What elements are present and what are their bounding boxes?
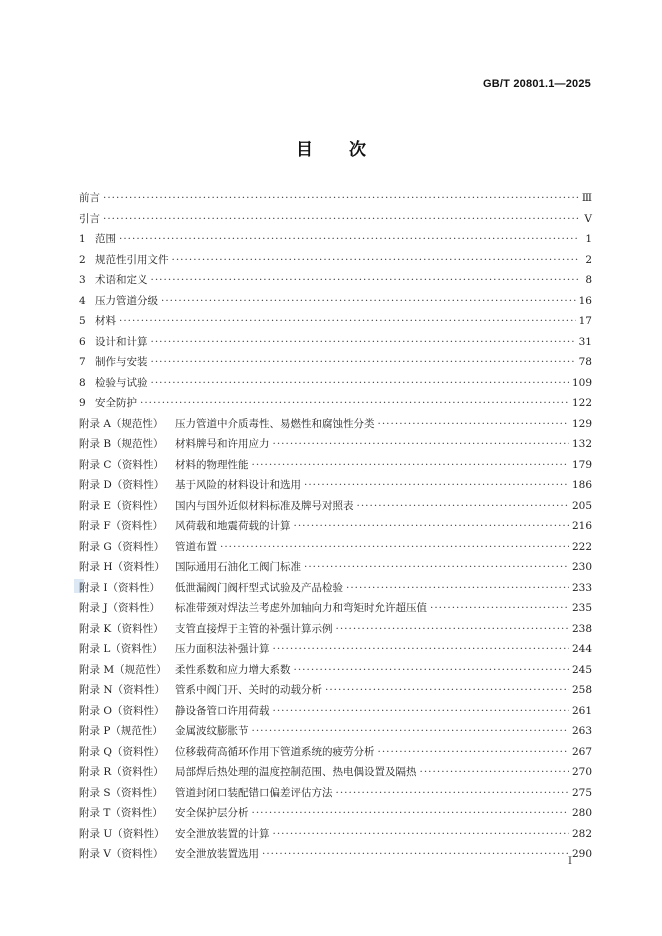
toc-entry-title: 风荷载和地震荷载的计算 — [175, 520, 291, 532]
toc-leader-dots — [273, 701, 569, 722]
toc-section-number: 9 — [79, 397, 86, 409]
toc-entry-title: 术语和定义 — [95, 274, 148, 286]
toc-entry[interactable] — [79, 557, 592, 578]
toc-entry[interactable] — [79, 619, 592, 640]
toc-entry[interactable] — [79, 639, 592, 660]
toc-leader-dots — [336, 619, 569, 640]
toc-entry-label — [79, 455, 249, 476]
toc-entry-label — [79, 619, 333, 640]
toc-entry-label — [79, 803, 249, 824]
toc-leader-dots — [119, 311, 576, 332]
toc-annex-label: 附录 K（资料性） — [79, 622, 164, 635]
toc-leader-dots — [378, 742, 569, 763]
toc-entry-label — [79, 434, 270, 455]
toc-entry[interactable] — [79, 250, 592, 271]
toc-leader-dots — [151, 270, 580, 291]
toc-page-number: Ⅴ — [584, 212, 592, 225]
toc-annex-label: 附录 U（资料性） — [79, 827, 165, 840]
toc-annex-label: 附录 B（规范性） — [79, 438, 164, 450]
toc-page-number: 205 — [571, 499, 592, 512]
toc-page-number: 244 — [571, 643, 592, 655]
toc-section-number: 4 — [79, 294, 86, 307]
toc-entry[interactable] — [79, 496, 592, 517]
toc-annex-label: 附录 E（资料性） — [79, 499, 164, 512]
toc-entry-label — [79, 250, 169, 271]
toc-annex-label: 附录 G（资料性） — [79, 540, 165, 553]
toc-leader-dots — [325, 680, 569, 701]
toc-entry-title: 金属波纹膨胀节 — [175, 725, 249, 737]
table-of-contents — [79, 188, 592, 865]
toc-section-number: 5 — [79, 315, 86, 327]
toc-section-number: 3 — [79, 274, 86, 286]
toc-entry-title: 标准带颈对焊法兰考虑外加轴向力和弯矩时允许超压值 — [175, 602, 427, 614]
toc-entry-title: 安全保护层分析 — [175, 807, 249, 819]
toc-page-number: 1 — [585, 233, 592, 245]
toc-page-number: 233 — [571, 581, 592, 594]
toc-page-number: 290 — [571, 848, 592, 860]
toc-entry[interactable] — [79, 311, 592, 332]
toc-entry-title: 压力管道分级 — [95, 294, 158, 307]
toc-entry[interactable] — [79, 475, 592, 496]
toc-entry[interactable] — [79, 229, 592, 250]
toc-leader-dots — [252, 455, 569, 476]
toc-entry-title: 管道布置 — [175, 540, 217, 553]
toc-leader-dots — [252, 803, 569, 824]
toc-entry-label — [79, 352, 148, 373]
toc-annex-label: 附录 D（资料性） — [79, 479, 165, 491]
toc-page-number: 270 — [571, 766, 592, 778]
toc-leader-dots — [151, 352, 576, 373]
toc-leader-dots — [252, 721, 569, 742]
toc-page-number: 275 — [571, 786, 592, 799]
toc-entry-label — [79, 332, 148, 353]
toc-annex-label: 附录 S（资料性） — [79, 786, 164, 799]
toc-annex-label: 附录 R（资料性） — [79, 766, 164, 778]
title-char-2: 次 — [349, 140, 366, 160]
toc-page-number: 186 — [571, 479, 592, 491]
toc-leader-dots — [357, 496, 569, 517]
toc-entry[interactable] — [79, 516, 592, 537]
toc-entry-label — [79, 721, 249, 742]
toc-entry[interactable] — [79, 291, 592, 312]
toc-section-number: 1 — [79, 233, 86, 245]
toc-leader-dots — [420, 762, 569, 783]
toc-entry-label — [79, 783, 333, 804]
toc-page-number: 31 — [578, 335, 592, 348]
toc-entry-title: 前言 — [79, 192, 100, 204]
toc-entry[interactable] — [79, 455, 592, 476]
toc-entry-title: 静设备管口许用荷载 — [175, 704, 270, 717]
toc-entry-title: 范围 — [95, 233, 116, 245]
toc-entry-label — [79, 824, 270, 845]
toc-entry-label — [79, 516, 291, 537]
toc-entry[interactable] — [79, 742, 592, 763]
toc-entry[interactable] — [79, 414, 592, 435]
toc-entry-title: 材料牌号和许用应力 — [175, 438, 270, 450]
toc-page-number: 122 — [571, 397, 592, 409]
toc-leader-dots — [262, 844, 569, 865]
toc-leader-dots — [220, 537, 569, 558]
page-number: Ⅰ — [568, 856, 572, 867]
toc-entry-label — [79, 701, 270, 722]
toc-entry[interactable] — [79, 188, 592, 209]
toc-entry-title: 安全泄放装置的计算 — [175, 827, 270, 840]
toc-section-number: 6 — [79, 335, 86, 348]
toc-leader-dots — [151, 332, 576, 353]
toc-entry[interactable] — [79, 762, 592, 783]
toc-annex-label: 附录 F（资料性） — [79, 520, 164, 532]
toc-entry-label — [79, 639, 270, 660]
toc-entry-title: 材料的物理性能 — [175, 458, 249, 471]
toc-entry-label — [79, 393, 137, 414]
toc-page-number: 282 — [571, 827, 592, 840]
toc-leader-dots — [103, 188, 579, 209]
toc-leader-dots — [430, 598, 569, 619]
toc-entry[interactable] — [79, 824, 592, 845]
toc-page-number: 2 — [585, 253, 592, 266]
toc-entry[interactable] — [79, 803, 592, 824]
toc-entry-title: 基于风险的材料设计和选用 — [175, 479, 301, 491]
toc-entry-label — [79, 475, 301, 496]
toc-annex-label: 附录 J（资料性） — [79, 602, 161, 614]
toc-leader-dots — [273, 434, 569, 455]
toc-entry-title: 设计和计算 — [95, 335, 148, 348]
toc-entry-label — [79, 311, 116, 332]
toc-entry-label — [79, 680, 322, 701]
toc-entry-label — [79, 537, 217, 558]
toc-entry[interactable] — [79, 352, 592, 373]
toc-entry-label — [79, 373, 148, 394]
toc-leader-dots — [119, 229, 579, 250]
toc-page-number: 235 — [571, 602, 592, 614]
toc-entry[interactable] — [79, 209, 592, 230]
toc-page-number: 16 — [578, 294, 592, 307]
toc-entry-label — [79, 270, 148, 291]
toc-entry-label — [79, 188, 100, 209]
toc-page-number: 17 — [578, 315, 592, 327]
toc-entry-label — [79, 742, 375, 763]
toc-leader-dots — [294, 660, 569, 681]
toc-entry-label — [79, 660, 291, 681]
toc-page-number: Ⅲ — [581, 192, 592, 204]
toc-entry-title: 压力面积法补强计算 — [175, 643, 270, 655]
toc-annex-label: 附录 N（资料性） — [79, 684, 166, 696]
toc-leader-dots — [273, 639, 569, 660]
page-title — [0, 135, 662, 160]
toc-page-number: 179 — [571, 458, 592, 471]
toc-page-number: 245 — [571, 663, 592, 676]
toc-page-number: 132 — [571, 438, 592, 450]
toc-entry-title: 压力管道中介质毒性、易燃性和腐蚀性分类 — [175, 417, 375, 430]
toc-entry[interactable] — [79, 701, 592, 722]
toc-annex-label: 附录 C（资料性） — [79, 458, 164, 471]
toc-entry-label — [79, 578, 343, 599]
toc-annex-label: 附录 T（资料性） — [79, 807, 163, 819]
toc-entry-title: 柔性系数和应力增大系数 — [175, 663, 291, 676]
toc-leader-dots — [378, 414, 569, 435]
toc-annex-label: 附录 V（资料性） — [79, 848, 164, 860]
toc-annex-label: 附录 O（资料性） — [79, 704, 165, 717]
toc-leader-dots — [151, 373, 569, 394]
toc-entry-title: 材料 — [95, 315, 116, 327]
toc-entry[interactable] — [79, 578, 592, 599]
toc-annex-label: 附录 I（资料性） — [79, 581, 160, 594]
toc-annex-label: 附录 H（资料性） — [79, 561, 165, 573]
toc-entry-label — [79, 414, 375, 435]
toc-section-number: 2 — [79, 253, 86, 266]
toc-leader-dots — [161, 291, 576, 312]
toc-entry-title: 管道封闭口装配错口偏差评估方法 — [175, 786, 333, 799]
toc-entry-title: 低泄漏阀门阀杆型式试验及产品检验 — [175, 581, 343, 594]
toc-annex-label: 附录 Q（资料性） — [79, 745, 165, 758]
toc-entry[interactable] — [79, 373, 592, 394]
toc-entry-label — [79, 844, 259, 865]
toc-entry-label — [79, 557, 301, 578]
toc-page-number: 129 — [571, 417, 592, 430]
toc-entry-label — [79, 209, 100, 230]
toc-entry[interactable] — [79, 844, 592, 865]
toc-entry[interactable] — [79, 660, 592, 681]
toc-entry[interactable] — [79, 332, 592, 353]
toc-leader-dots — [172, 250, 580, 271]
toc-entry[interactable] — [79, 721, 592, 742]
toc-page-number: 280 — [571, 807, 592, 819]
toc-annex-label: 附录 P（规范性） — [79, 725, 163, 737]
toc-entry[interactable] — [79, 393, 592, 414]
toc-leader-dots — [304, 557, 569, 578]
toc-leader-dots — [140, 393, 569, 414]
toc-page-number: 8 — [585, 274, 592, 286]
standard-code: GB/T 20801.1—2025 — [483, 78, 591, 90]
toc-section-number: 7 — [79, 356, 86, 368]
toc-entry-title: 检验与试验 — [95, 376, 148, 389]
toc-entry-title: 支管直接焊于主管的补强计算示例 — [175, 622, 333, 635]
toc-page-number: 216 — [571, 520, 592, 532]
toc-annex-label: 附录 M（规范性） — [79, 663, 167, 676]
toc-section-number: 8 — [79, 376, 86, 389]
toc-entry-label — [79, 598, 427, 619]
toc-entry[interactable] — [79, 680, 592, 701]
toc-entry[interactable] — [79, 270, 592, 291]
toc-page-number: 222 — [571, 540, 592, 553]
toc-entry-title: 管系中阀门开、关时的动载分析 — [175, 684, 322, 696]
toc-entry-label — [79, 496, 354, 517]
toc-page-number: 267 — [571, 745, 592, 758]
toc-entry[interactable] — [79, 598, 592, 619]
toc-entry-label — [79, 229, 116, 250]
toc-entry-title: 局部焊后热处理的温度控制范围、热电偶设置及隔热 — [175, 766, 417, 778]
toc-leader-dots — [103, 209, 579, 230]
toc-entry-label — [79, 762, 417, 783]
toc-entry-title: 规范性引用文件 — [95, 253, 169, 266]
toc-leader-dots — [273, 824, 569, 845]
toc-leader-dots — [294, 516, 569, 537]
toc-page-number: 258 — [571, 684, 592, 696]
toc-leader-dots — [336, 783, 569, 804]
toc-page-number: 238 — [571, 622, 592, 635]
toc-page-number: 230 — [571, 561, 592, 573]
toc-page-number: 109 — [571, 376, 592, 389]
toc-page-number: 78 — [578, 356, 592, 368]
toc-entry[interactable] — [79, 434, 592, 455]
title-char-1: 目 — [296, 140, 313, 160]
toc-entry-title: 国内与国外近似材料标准及牌号对照表 — [175, 499, 354, 512]
toc-entry-label — [79, 291, 158, 312]
toc-entry-title: 引言 — [79, 212, 100, 225]
toc-entry-title: 制作与安装 — [95, 356, 148, 368]
toc-entry[interactable] — [79, 783, 592, 804]
toc-entry-title: 安全防护 — [95, 397, 137, 409]
toc-leader-dots — [304, 475, 569, 496]
toc-entry-title: 安全泄放装置选用 — [175, 848, 259, 860]
toc-leader-dots — [346, 578, 569, 599]
toc-entry[interactable] — [79, 537, 592, 558]
toc-page-number: 261 — [571, 704, 592, 717]
toc-page-number: 263 — [571, 725, 592, 737]
toc-entry-title: 国际通用石油化工阀门标准 — [175, 561, 301, 573]
toc-annex-label: 附录 A（规范性） — [79, 417, 164, 430]
toc-annex-label: 附录 L（资料性） — [79, 643, 163, 655]
toc-entry-title: 位移载荷高循环作用下管道系统的疲劳分析 — [175, 745, 375, 758]
